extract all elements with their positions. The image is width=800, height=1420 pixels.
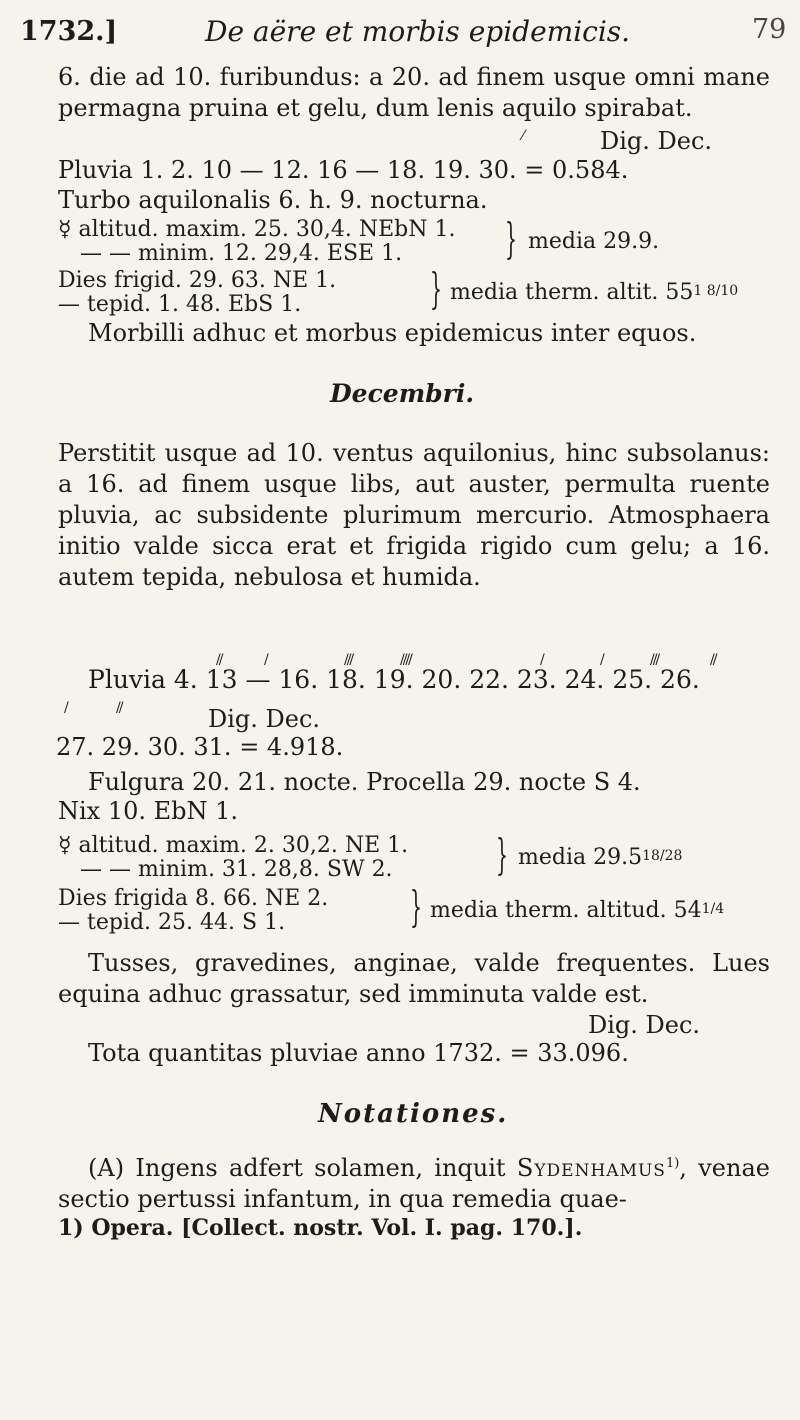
mercury-max-nov: ☿ altitud. maxim. 25. 30,4. NEbN 1.: [58, 217, 456, 242]
tick-mark: /: [540, 652, 543, 668]
tick-mark: /: [264, 652, 267, 668]
tick-mark: /: [600, 652, 603, 668]
tick-mark: //: [116, 700, 122, 716]
page-number: 79: [752, 14, 787, 45]
month-heading: Decembri.: [330, 379, 475, 408]
pluvia-november: Pluvia 1. 2. 10 — 12. 16 — 18. 19. 30. = 0.584.: [58, 156, 629, 184]
tick-mark: ///: [650, 652, 659, 668]
brace: }: [410, 882, 423, 931]
mercury-media-nov: media 29.9.: [528, 229, 660, 254]
notationes-heading: Notationes.: [318, 1099, 509, 1129]
pluvia-december: Pluvia 4. 13 — 16. 18. 19. 20. 22. 23. 24. 25. 26.: [88, 665, 700, 694]
therm-media-nov: media therm. altit. 551 8/10: [450, 280, 739, 305]
pluvia-december-cont: 27. 29. 30. 31. = 4.918.: [56, 733, 344, 761]
brace: }: [505, 214, 518, 263]
brace: }: [430, 264, 443, 313]
header-year: 1732.]: [20, 16, 118, 47]
mercury-max-dec: ☿ altitud. maxim. 2. 30,2. NE 1.: [58, 833, 409, 858]
nix-line: Nix 10. EbN 1.: [58, 797, 239, 825]
tota-quantitas: Tota quantitas pluviae anno 1732. = 33.096.: [88, 1039, 629, 1067]
dies-frigid-nov: Dies frigid. 29. 63. NE 1.: [58, 268, 337, 293]
morbilli-line: Morbilli adhuc et morbus epidemicus inter equos.: [88, 319, 697, 347]
fulgura-line: Fulgura 20. 21. nocte. Procella 29. nocte S 4.: [88, 768, 641, 796]
dies-tepid-dec: — tepid. 25. 44. S 1.: [58, 910, 286, 935]
brace: }: [496, 830, 509, 879]
footnote: 1) Opera. [Collect. nostr. Vol. I. pag. 170.].: [58, 1215, 583, 1241]
mercury-min-nov: — — minim. 12. 29,4. ESE 1.: [80, 241, 403, 266]
december-paragraph: Perstitit usque ad 10. ventus aquilonius, hinc subsolanus: a 16. ad finem usque libs, aut auster, permulta ruente pluvia, ac subsidente plurimum mercurio. Atmosphaera initio valde sicca erat et frigida rigido cum gelu; a 16. autem tepida, nebulosa et humida.: [58, 439, 770, 591]
header-title: De aëre et morbis epidemicis.: [205, 15, 631, 48]
tick-mark: ///: [344, 652, 353, 668]
dig-dec-label: Dig. Dec.: [588, 1011, 701, 1039]
notationes-paragraph: (A) Ingens adfert solamen, inquit Sydenhamus$^{1)}$, venae sectio pertussi infantum, in qua remedia quae-: [58, 1154, 770, 1213]
dig-dec-label: Dig. Dec.: [208, 705, 321, 733]
dies-tepid-nov: — tepid. 1. 48. EbS 1.: [58, 292, 302, 317]
november-paragraph: 6. die ad 10. furibundus: a 20. ad finem usque omni mane permagna pruina et gelu, dum lenis aquilo spirabat.: [58, 63, 770, 122]
mercury-min-dec: — — minim. 31. 28,8. SW 2.: [80, 857, 393, 882]
dies-frigida-dec: Dies frigida 8. 66. NE 2.: [58, 886, 329, 911]
tick-mark: //: [216, 652, 222, 668]
tusses-paragraph: Tusses, gravedines, anginae, valde frequentes. Lues equina adhuc grassatur, sed imminuta valde est.: [58, 949, 770, 1008]
tick-mark: ////: [400, 652, 411, 668]
therm-media-dec: media therm. altitud. 541/4: [430, 898, 725, 923]
mercury-media-dec: media 29.518/28: [518, 845, 683, 870]
turbo-line: Turbo aquilonalis 6. h. 9. nocturna.: [58, 186, 488, 214]
dig-dec-label: Dig. Dec.: [600, 127, 713, 155]
tick-mark: /: [64, 700, 67, 716]
tick-mark: //: [710, 652, 716, 668]
